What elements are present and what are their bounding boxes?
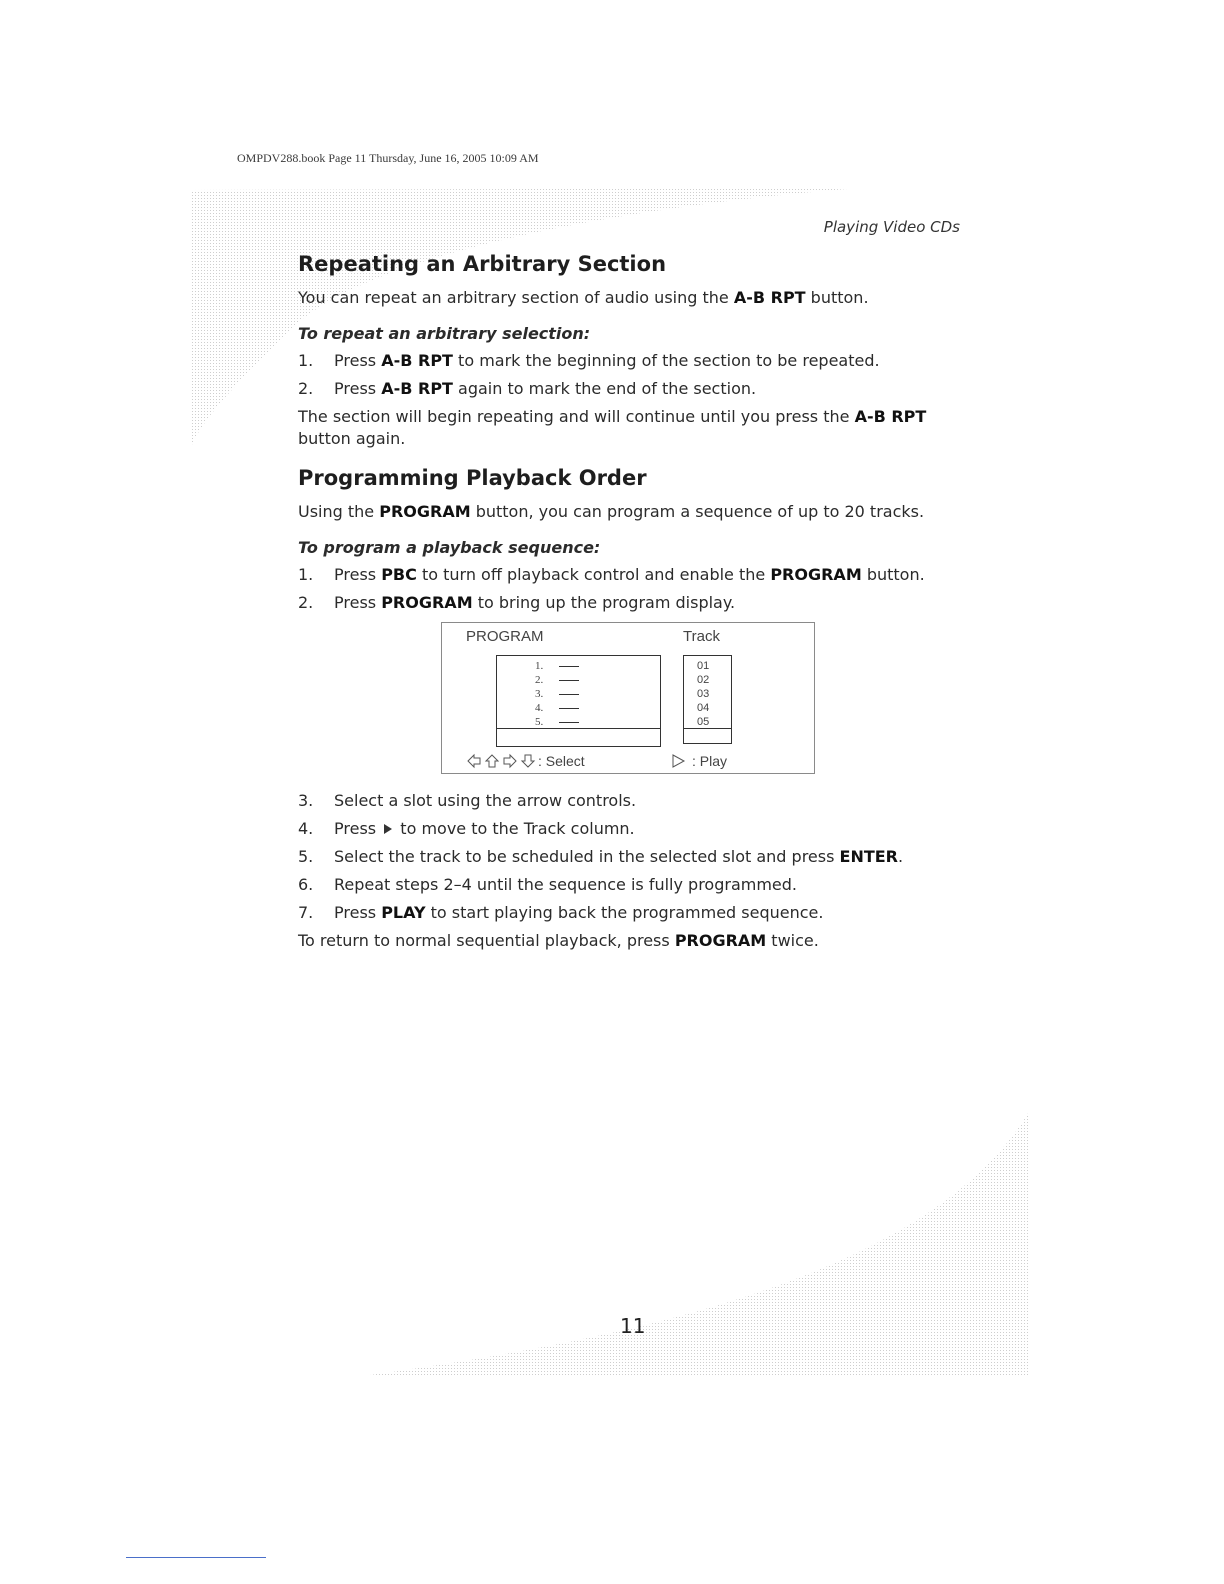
track-item: 02 xyxy=(697,674,710,686)
section-intro: Using the PROGRAM button, you can program a sequence of up to 20 tracks. xyxy=(298,502,925,521)
bottom-rule xyxy=(126,1557,266,1558)
program-display-figure xyxy=(441,622,815,774)
section-intro: You can repeat an arbitrary section of audio using the A-B RPT button. xyxy=(298,288,869,307)
track-item: 05 xyxy=(697,716,710,728)
step-item: 2. Press PROGRAM to bring up the program display. xyxy=(298,593,736,612)
program-display-title: PROGRAM xyxy=(466,628,544,645)
procedure-title: To program a playback sequence: xyxy=(298,538,601,557)
step-item: 6. Repeat steps 2–4 until the sequence is fully programmed. xyxy=(298,875,797,894)
slot-item: 3. xyxy=(535,687,579,701)
play-label: : Play xyxy=(692,753,728,769)
play-icon xyxy=(670,753,686,769)
page-number: 11 xyxy=(620,1314,646,1338)
slot-item: 4. xyxy=(535,701,579,715)
step-item: 4. Press to move to the Track column. xyxy=(298,819,635,838)
step-item: 1. Press PBC to turn off playback control and enable the PROGRAM button. xyxy=(298,565,925,584)
slot-item: 5. xyxy=(535,715,579,729)
closing-note: To return to normal sequential playback, press PROGRAM twice. xyxy=(298,931,819,950)
play-arrow-icon xyxy=(383,823,393,835)
procedure-title: To repeat an arbitrary selection: xyxy=(298,324,591,343)
slot-item: 1. xyxy=(535,659,579,673)
step-list xyxy=(298,350,966,400)
arrow-down-icon xyxy=(520,753,536,769)
section-note: The section will begin repeating and will continue until you press the A-B RPT button again. xyxy=(298,407,927,448)
arrow-right-icon xyxy=(502,753,518,769)
step-item: 5. Select the track to be scheduled in the selected slot and press ENTER. xyxy=(298,847,904,866)
slot-item: 2. xyxy=(535,673,579,687)
section-title-repeat: Repeating an Arbitrary Section xyxy=(298,252,667,276)
track-item: 04 xyxy=(697,702,710,714)
select-hint xyxy=(466,753,585,769)
arrow-up-icon xyxy=(484,753,500,769)
book-header: OMPDV288.book Page 11 Thursday, June 16, 2005 10:09 AM xyxy=(237,151,539,165)
track-column-label: Track xyxy=(683,628,720,645)
step-item: 3. Select a slot using the arrow controls. xyxy=(298,791,637,810)
step-list xyxy=(298,790,966,924)
track-item: 01 xyxy=(697,660,710,672)
bottom-swoosh-decoration xyxy=(370,1110,1035,1380)
track-list xyxy=(683,655,732,744)
track-item: 03 xyxy=(697,688,710,700)
step-item: 7. Press PLAY to start playing back the programmed sequence. xyxy=(298,903,824,922)
select-label: : Select xyxy=(538,753,585,769)
step-item: 2. Press A-B RPT again to mark the end of the section. xyxy=(298,379,757,398)
slot-list xyxy=(496,655,661,747)
section-title-program: Programming Playback Order xyxy=(298,466,647,490)
step-item: 1. Press A-B RPT to mark the beginning of the section to be repeated. xyxy=(298,351,880,370)
page-content xyxy=(298,250,966,952)
play-hint xyxy=(670,753,727,769)
running-head: Playing Video CDs xyxy=(823,218,960,236)
step-list xyxy=(298,564,966,614)
arrow-left-icon xyxy=(466,753,482,769)
